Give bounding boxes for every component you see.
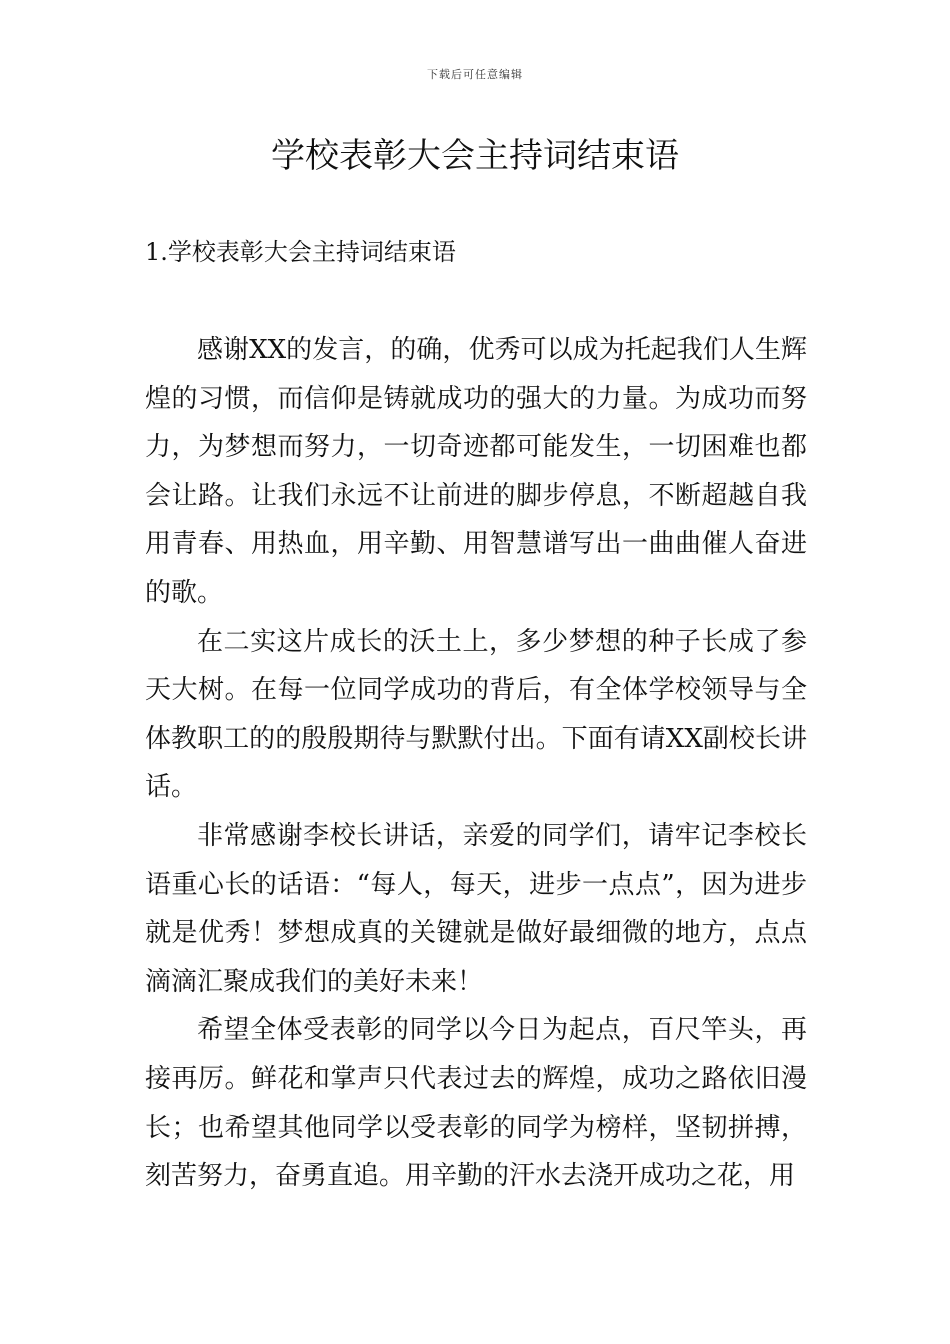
paragraph: 非常感谢李校长讲话，亲爱的同学们，请牢记李校长语重心长的话语：“每人，每天，进步一点点”，因为进步就是优秀！梦想成真的关键就是做好最细微的地方，点点滴滴汇聚成我们的美好未来！ bbox=[145, 820, 807, 997]
section-heading: 1.学校表彰大会主持词结束语 bbox=[145, 238, 456, 266]
paragraph: 在二实这片成长的沃土上，多少梦想的种子长成了参天大树。在每一位同学成功的背后，有全体学校领导与全体教职工的的殷殷期待与默默付出。下面有请XX副校长讲话。 bbox=[145, 626, 807, 803]
document-title: 学校表彰大会主持词结束语 bbox=[271, 136, 679, 176]
document-body bbox=[145, 326, 807, 1201]
header-note: 下载后可任意编辑 bbox=[427, 68, 523, 81]
paragraph: 感谢XX的发言，的确，优秀可以成为托起我们人生辉煌的习惯，而信仰是铸就成功的强大的力量。为成功而努力，为梦想而努力，一切奇迹都可能发生，一切困难也都会让路。让我们永远不让前进的脚步停息，不断超越自我用青春、用热血，用辛勤、用智慧谱写出一曲曲催人奋进的歌。 bbox=[145, 335, 807, 608]
paragraph: 希望全体受表彰的同学以今日为起点，百尺竿头，再接再厉。鲜花和掌声只代表过去的辉煌，成功之路依旧漫长；也希望其他同学以受表彰的同学为榜样，坚韧拼搏，刻苦努力，奋勇直追。用辛勤的汗水去浇开成功之花，用 bbox=[145, 1015, 807, 1192]
